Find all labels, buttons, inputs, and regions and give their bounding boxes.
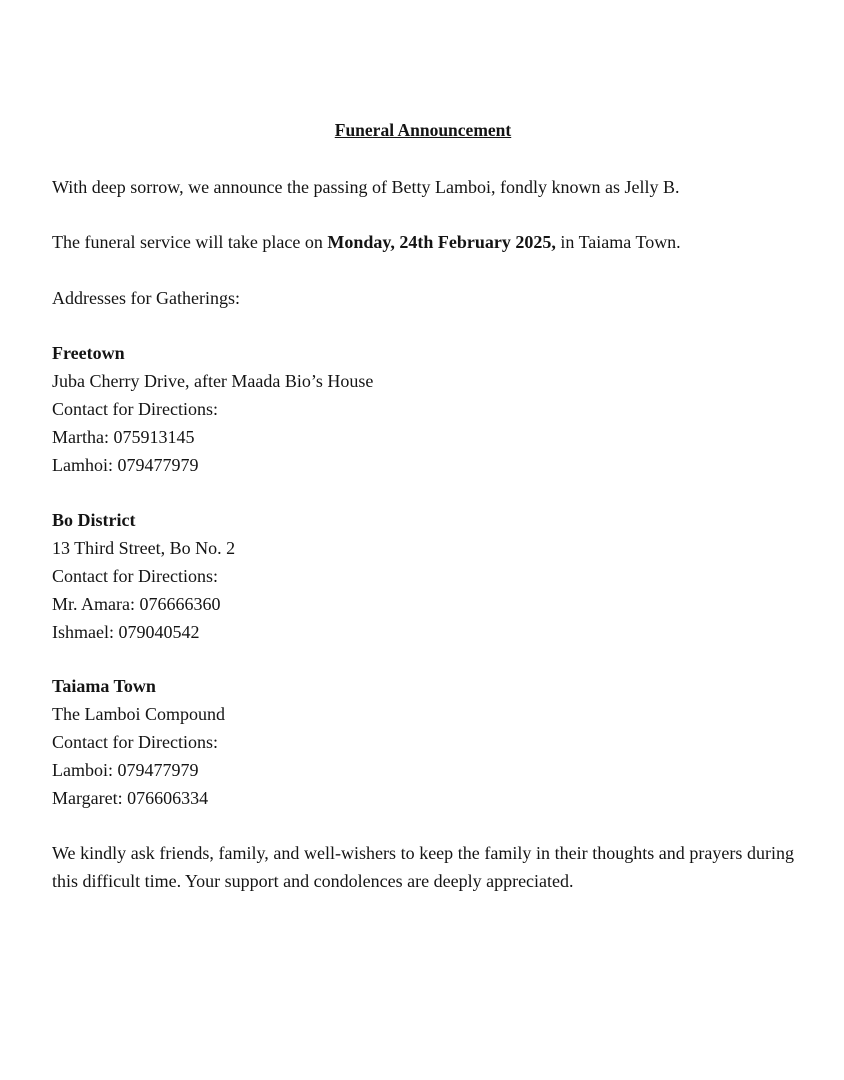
closing-paragraph: We kindly ask friends, family, and well-wishers to keep the family in their thoughts and prayers during this difficult time. Your support and condolences are deeply appreciated. — [52, 843, 794, 891]
location-block-bo-district — [52, 506, 794, 646]
service-paragraph — [52, 228, 794, 256]
location-name: Bo District — [52, 510, 136, 530]
service-suffix: in Taiama Town. — [555, 232, 681, 252]
location-name: Freetown — [52, 343, 125, 363]
intro-paragraph: With deep sorrow, we announce the passing of Betty Lamboi, fondly known as Jelly B. — [52, 177, 680, 197]
location-address: 13 Third Street, Bo No. 2 — [52, 538, 236, 558]
contact-entry: Martha: 075913145 — [52, 427, 195, 447]
location-address: The Lamboi Compound — [52, 704, 225, 724]
contact-label: Contact for Directions: — [52, 732, 218, 752]
contact-label: Contact for Directions: — [52, 399, 218, 419]
contact-entry: Ishmael: 079040542 — [52, 622, 200, 642]
contact-entry: Lamboi: 079477979 — [52, 760, 199, 780]
contact-entry: Mr. Amara: 076666360 — [52, 594, 221, 614]
service-prefix: The funeral service will take place on — [52, 232, 328, 252]
location-address: Juba Cherry Drive, after Maada Bio’s House — [52, 371, 374, 391]
location-block-freetown — [52, 339, 794, 479]
addresses-heading: Addresses for Gatherings: — [52, 288, 240, 308]
document-title: Funeral Announcement — [334, 120, 512, 140]
contact-label: Contact for Directions: — [52, 566, 218, 586]
service-date: Monday, 24th February 2025, — [327, 232, 556, 252]
contact-entry: Lamhoi: 079477979 — [52, 455, 199, 475]
location-block-taiama-town — [52, 672, 794, 812]
contact-entry: Margaret: 076606334 — [52, 788, 209, 808]
location-name: Taiama Town — [52, 676, 156, 696]
